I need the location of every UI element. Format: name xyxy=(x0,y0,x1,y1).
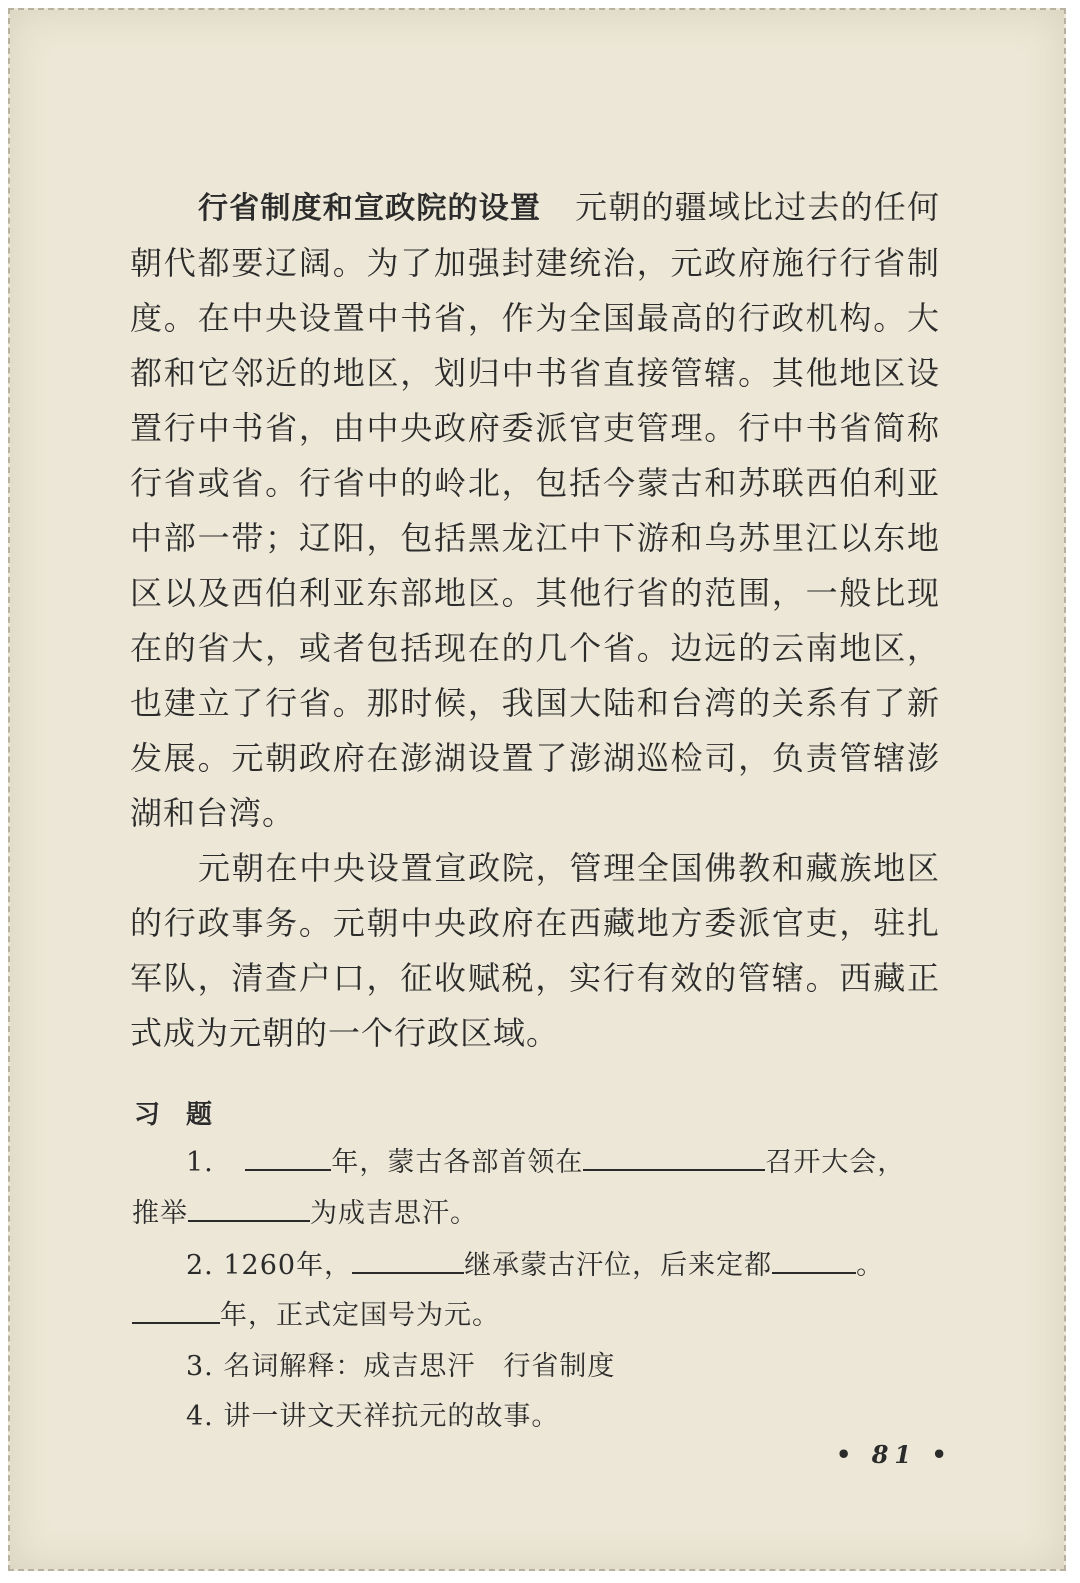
exercise-1-number: 1. xyxy=(186,1147,214,1178)
paragraph-xuanzheng: 元朝在中央设置宣政院，管理全国佛教和藏族地区的行政事务。元朝中央政府在西藏地方委派官吏，驻扎军队，清查户口，征收赋税，实行有效的管辖。西藏正式成为元朝的一个行政区域。 xyxy=(130,849,940,1052)
exercise-2-line-1 xyxy=(186,1243,884,1282)
exercise-2-text-b: 继承蒙古汗位，后来定都 xyxy=(464,1250,773,1281)
section-heading: 行省制度和宣政院的设置 xyxy=(198,191,542,226)
answer-blank xyxy=(583,1143,765,1171)
exercise-1-line-2 xyxy=(132,1191,478,1230)
page-number: • 81 • xyxy=(836,1440,953,1469)
exercise-1-text-c: 推举 xyxy=(132,1198,188,1229)
exercise-1-line-1 xyxy=(186,1140,905,1179)
text-body xyxy=(130,180,940,1061)
exercise-2-text-d: 年，正式定国号为元。 xyxy=(220,1300,500,1331)
exercise-2-text-c: 。 xyxy=(856,1250,885,1281)
exercise-3 xyxy=(186,1344,615,1383)
answer-blank xyxy=(352,1246,464,1274)
exercise-4-number: 4. xyxy=(186,1401,214,1432)
answer-blank xyxy=(245,1143,331,1171)
exercise-4-text: 讲一讲文天祥抗元的故事。 xyxy=(223,1401,560,1432)
exercise-2-number: 2. xyxy=(186,1250,214,1281)
exercise-2-line-2 xyxy=(132,1293,500,1332)
answer-blank xyxy=(188,1194,310,1222)
exercise-4 xyxy=(186,1394,559,1433)
exercise-1-text-d: 为成吉思汗。 xyxy=(310,1198,478,1229)
exercise-1-text-a: 年，蒙古各部首领在 xyxy=(331,1147,584,1178)
exercise-1-text-b: 召开大会， xyxy=(765,1147,906,1178)
exercises-title: 习题 xyxy=(134,1100,239,1130)
answer-blank xyxy=(132,1296,220,1324)
exercise-3-text: 名词解释：成吉思汗 行省制度 xyxy=(223,1351,616,1382)
exercise-2-text-a: 1260年， xyxy=(223,1250,353,1281)
paragraph-administration xyxy=(130,180,940,841)
paragraph-1-text: 元朝的疆域比过去的任何朝代都要辽阔。为了加强封建统治，元政府施行行省制度。在中央设置中书省，作为全国最高的行政机构。大都和它邻近的地区，划归中书省直接管辖。其他地区设置行中书省，由中央政府委派官吏管理。行中书省简称行省或省。行省中的岭北，包括今蒙古和苏联西伯利亚中部一带；辽阳，包括黑龙江中下游和乌苏里江以东地区以及西伯利亚东部地区。其他行省的范围，一般比现在的省大，或者包括现在的几个省。边远的云南地区，也建立了行省。那时候，我国大陆和台湾的关系有了新发展。元朝政府在澎湖设置了澎湖巡检司，负责管辖澎湖和台湾。 xyxy=(130,188,940,832)
exercise-3-number: 3. xyxy=(186,1351,214,1382)
answer-blank xyxy=(772,1246,856,1274)
